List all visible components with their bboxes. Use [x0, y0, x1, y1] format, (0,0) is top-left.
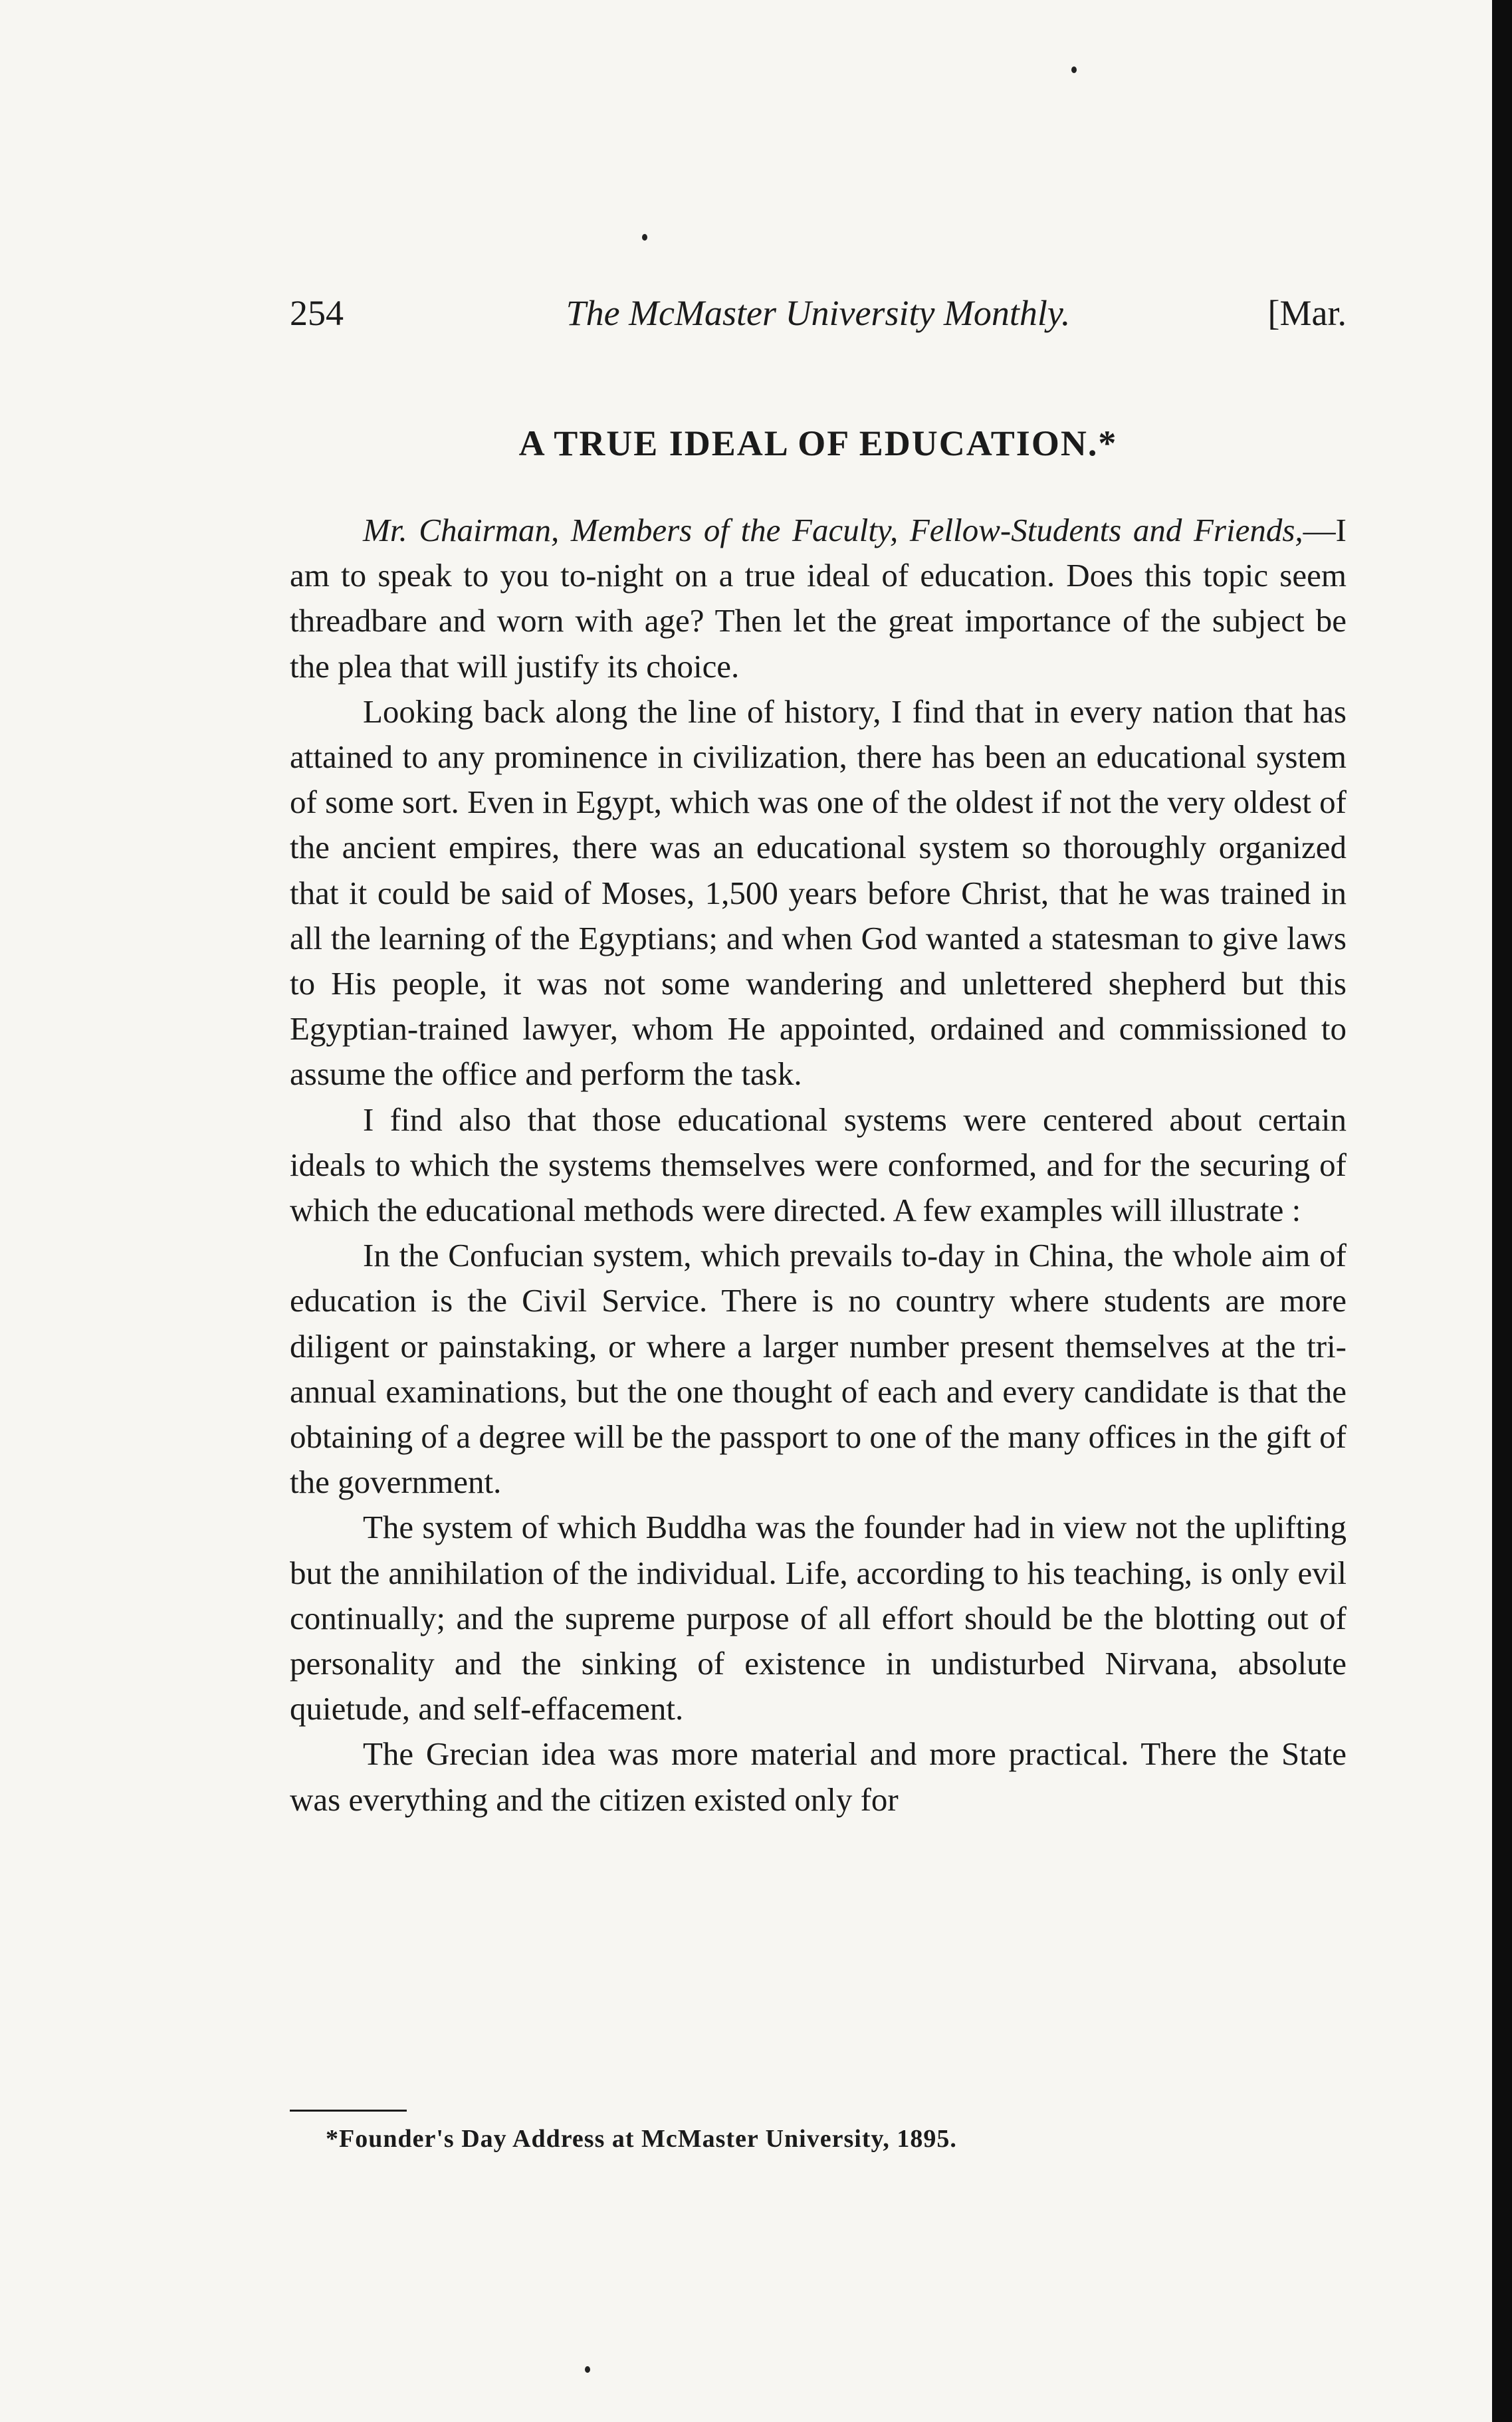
paragraph: [290, 508, 1347, 689]
page-number: 254: [290, 293, 344, 333]
paragraph: The system of which Buddha was the founder had in view not the uplifting but the annihilation of the individual. Life, according to his teaching, is only evil continually; and the supreme purpose of all effort should be the blotting out of personality and the sinking of existence in undisturbed Nirvana, absolute quietude, and self-effacement.: [290, 1509, 1347, 1727]
footnote-rule: [290, 2110, 407, 2112]
paragraph: Looking back along the line of history, I find that in every nation that has attained to any prominence in civilization, there has been an educational system of some sort. Even in Egypt, which was one of the oldest if not the very oldest of the ancient empires, there was an educational system so thoroughly organized that it could be said of Moses, 1,500 years before Christ, that he was trained in all the learning of the Egyptians; and when God wanted a statesman to give laws to His people, it was not some wandering and unlettered shepherd but this Egyptian-trained lawyer, whom He appointed, ordained and commissioned to assume the office and perform the task.: [290, 693, 1347, 1093]
speck-mark: [642, 234, 647, 241]
speck-mark: [585, 2366, 590, 2373]
speck-mark: [1071, 66, 1077, 73]
issue-month: [Mar.: [1267, 293, 1347, 333]
running-head: [290, 292, 1347, 346]
paragraph-text: —I am to speak to you to-night on a true ideal of education. Does this topic seem threadbare and worn with age? Then let the great importance of the subject be the plea that will justify its choice.: [290, 512, 1347, 685]
page-edge-shadow: [1492, 0, 1512, 2422]
footnote: *Founder's Day Address at McMaster University, 1895.: [326, 2125, 957, 2153]
article-body: [290, 508, 1347, 1822]
salutation: Mr. Chairman, Members of the Faculty, Fellow-Students and Friends,: [363, 512, 1303, 548]
paragraph: The Grecian idea was more material and more practical. There the State was everything and the citizen existed only for: [290, 1735, 1347, 1818]
journal-title: The McMaster University Monthly.: [566, 293, 1071, 333]
paragraph: I find also that those educational systems were centered about certain ideals to which the systems themselves were conformed, and for the securing of which the educational methods were directed. A few examples will illustrate :: [290, 1101, 1347, 1229]
article-title: A TRUE IDEAL OF EDUCATION.*: [518, 423, 1118, 463]
paragraph: In the Confucian system, which prevails to-day in China, the whole aim of education is the Civil Service. There is no country where students are more diligent or painstaking, or where a larger number present themselves at the tri-annual examinations, but the one thought of each and every candidate is that the obtaining of a degree will be the passport to one of the many offices in the gift of the government.: [290, 1237, 1347, 1501]
